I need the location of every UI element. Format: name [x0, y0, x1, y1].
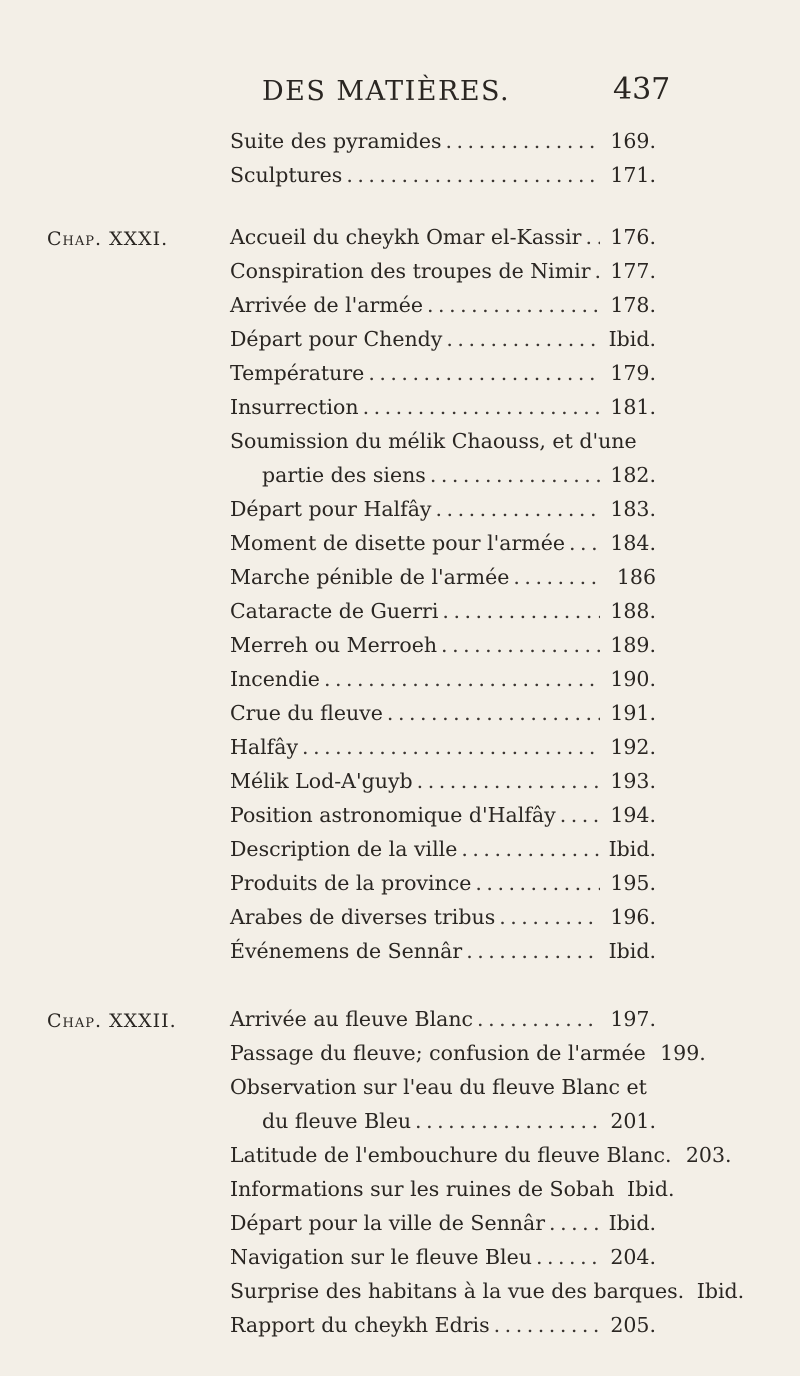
- toc-entry: [230, 628, 656, 662]
- toc-entry: [230, 832, 656, 866]
- toc-entry: [230, 1036, 706, 1070]
- entry-label: du fleuve Bleu: [262, 1109, 412, 1133]
- leader-dots: [324, 662, 600, 696]
- leader-dots: [595, 254, 600, 288]
- entry-page: Ibid.: [696, 1279, 745, 1303]
- entry-page: 169.: [610, 129, 656, 153]
- leader-dots: [513, 560, 600, 594]
- entry-label: Navigation sur le fleuve Bleu: [230, 1245, 532, 1269]
- leader-dots: [387, 696, 600, 730]
- leader-dots: [346, 158, 600, 192]
- leader-dots: [494, 1308, 600, 1342]
- entry-label: Sculptures: [230, 163, 343, 187]
- toc-entry: [230, 1138, 732, 1172]
- toc-entry: [262, 1104, 656, 1138]
- toc-entry: [230, 662, 656, 696]
- toc-entry: [230, 220, 656, 254]
- toc-entry-continued: [230, 424, 656, 458]
- entry-label: Rapport du cheykh Edris: [230, 1313, 490, 1337]
- entry-page: 201.: [610, 1109, 656, 1133]
- toc-entry: [230, 1206, 656, 1240]
- entry-page: 179.: [610, 361, 656, 385]
- entry-page: 181.: [610, 395, 656, 419]
- entry-label: Marche pénible de l'armée: [230, 565, 510, 589]
- entry-label: Conspiration des troupes de Nimir: [230, 259, 591, 283]
- entry-label: Halfây: [230, 735, 299, 759]
- entry-label: Passage du fleuve; confusion de l'armée: [230, 1041, 646, 1065]
- entry-page: Ibid.: [608, 837, 656, 861]
- entry-label: Latitude de l'embouchure du fleuve Blanc.: [230, 1143, 672, 1167]
- entry-label: Départ pour Halfây: [230, 497, 432, 521]
- toc-entry: [230, 492, 656, 526]
- entry-page: Ibid.: [608, 939, 656, 963]
- toc-entry: [230, 158, 656, 192]
- leader-dots: [442, 594, 600, 628]
- leader-dots: [466, 934, 600, 968]
- entry-label: Mélik Lod-A'guyb: [230, 769, 413, 793]
- toc-entry: [230, 288, 656, 322]
- toc-entry: [230, 866, 656, 900]
- entry-page: 191.: [610, 701, 656, 725]
- toc-entry: [230, 798, 656, 832]
- toc-entry-continued: [230, 1070, 656, 1104]
- leader-dots: [446, 322, 600, 356]
- entry-label: Événemens de Sennâr: [230, 939, 463, 963]
- entry-page: 188.: [610, 599, 656, 623]
- entry-label: partie des siens: [262, 463, 426, 487]
- leader-dots: [363, 390, 600, 424]
- toc-entry: [230, 322, 656, 356]
- entry-page: 186: [616, 565, 656, 589]
- entry-label: Arrivée au fleuve Blanc: [230, 1007, 474, 1031]
- entry-page: 197.: [610, 1007, 656, 1031]
- toc-entry: [230, 900, 656, 934]
- toc-entry: [230, 560, 656, 594]
- leader-dots: [569, 526, 600, 560]
- entry-label: Surprise des habitans à la vue des barques.: [230, 1279, 685, 1303]
- toc-entry: [230, 254, 656, 288]
- entry-label: Crue du fleuve: [230, 701, 383, 725]
- entry-label: Cataracte de Guerri: [230, 599, 439, 623]
- page-header: [0, 72, 800, 116]
- leader-dots: [560, 798, 600, 832]
- entry-page: 204.: [610, 1245, 656, 1269]
- chapter-label-31: Chap. XXXI.: [47, 228, 169, 250]
- page-number: 437: [613, 72, 671, 107]
- leader-dots: [417, 764, 600, 798]
- leader-dots: [477, 1002, 600, 1036]
- toc-entry: [230, 356, 656, 390]
- leader-dots: [436, 492, 601, 526]
- leader-dots: [536, 1240, 600, 1274]
- entry-label: Départ pour Chendy: [230, 327, 443, 351]
- entry-label: Moment de disette pour l'armée: [230, 531, 565, 555]
- leader-dots: [475, 866, 600, 900]
- toc-entry: [230, 1274, 745, 1308]
- entry-page: 178.: [610, 293, 656, 317]
- entry-page: 195.: [610, 871, 656, 895]
- toc-entry: [230, 390, 656, 424]
- entry-page: 190.: [610, 667, 656, 691]
- leader-dots: [302, 730, 600, 764]
- entry-label: Arabes de diverses tribus: [230, 905, 496, 929]
- entry-label: Merreh ou Merroeh: [230, 633, 438, 657]
- toc-entry: [230, 934, 656, 968]
- toc-entry: [230, 526, 656, 560]
- entry-page: 196.: [610, 905, 656, 929]
- toc-entry: [230, 696, 656, 730]
- entry-label: Informations sur les ruines de Sobah: [230, 1177, 615, 1201]
- entry-label: Suite des pyramides: [230, 129, 442, 153]
- running-title: DES MATIÈRES.: [262, 76, 511, 107]
- entry-label: Température: [230, 361, 365, 385]
- entry-page: Ibid.: [627, 1177, 675, 1201]
- entry-page: 189.: [610, 633, 656, 657]
- entry-page: 194.: [610, 803, 656, 827]
- toc-entry: [230, 124, 656, 158]
- entry-label: Accueil du cheykh Omar el-Kassir: [230, 225, 582, 249]
- entry-page: 203.: [685, 1143, 732, 1167]
- entry-page: 183.: [610, 497, 656, 521]
- toc-entry: [230, 764, 656, 798]
- toc-entry: [230, 730, 656, 764]
- leader-dots: [441, 628, 600, 662]
- entry-page: 205.: [610, 1313, 656, 1337]
- toc-entry: [230, 1002, 656, 1036]
- entry-page: 199.: [660, 1041, 706, 1065]
- toc-entry: [230, 1172, 675, 1206]
- chapter-label-32: Chap. XXXII.: [47, 1010, 177, 1032]
- leader-dots: [549, 1206, 600, 1240]
- entry-page: Ibid.: [608, 1211, 656, 1235]
- toc-entry: [262, 458, 656, 492]
- entry-page: 177.: [610, 259, 656, 283]
- entry-label: Soumission du mélik Chaouss, et d'une: [230, 429, 637, 453]
- entry-page: 192.: [610, 735, 656, 759]
- entry-label: Arrivée de l'armée: [230, 293, 424, 317]
- entry-page: 182.: [610, 463, 656, 487]
- entry-label: Départ pour la ville de Sennâr: [230, 1211, 546, 1235]
- entry-label: Incendie: [230, 667, 320, 691]
- entry-page: 176.: [610, 225, 656, 249]
- toc-entry: [230, 1240, 656, 1274]
- leader-dots: [368, 356, 600, 390]
- entry-page: 184.: [610, 531, 656, 555]
- entry-page: Ibid.: [608, 327, 656, 351]
- entry-label: Insurrection: [230, 395, 359, 419]
- entry-page: 193.: [610, 769, 656, 793]
- leader-dots: [461, 832, 600, 866]
- leader-dots: [430, 458, 600, 492]
- toc-entry: [230, 1308, 656, 1342]
- leader-dots: [499, 900, 600, 934]
- leader-dots: [585, 220, 600, 254]
- entry-label: Description de la ville: [230, 837, 458, 861]
- entry-label: Produits de la province: [230, 871, 472, 895]
- toc-entry: [230, 594, 656, 628]
- entry-page: 171.: [610, 163, 656, 187]
- leader-dots: [415, 1104, 600, 1138]
- leader-dots: [427, 288, 600, 322]
- entry-label: Observation sur l'eau du fleuve Blanc et: [230, 1075, 647, 1099]
- entry-label: Position astronomique d'Halfây: [230, 803, 556, 827]
- leader-dots: [445, 124, 600, 158]
